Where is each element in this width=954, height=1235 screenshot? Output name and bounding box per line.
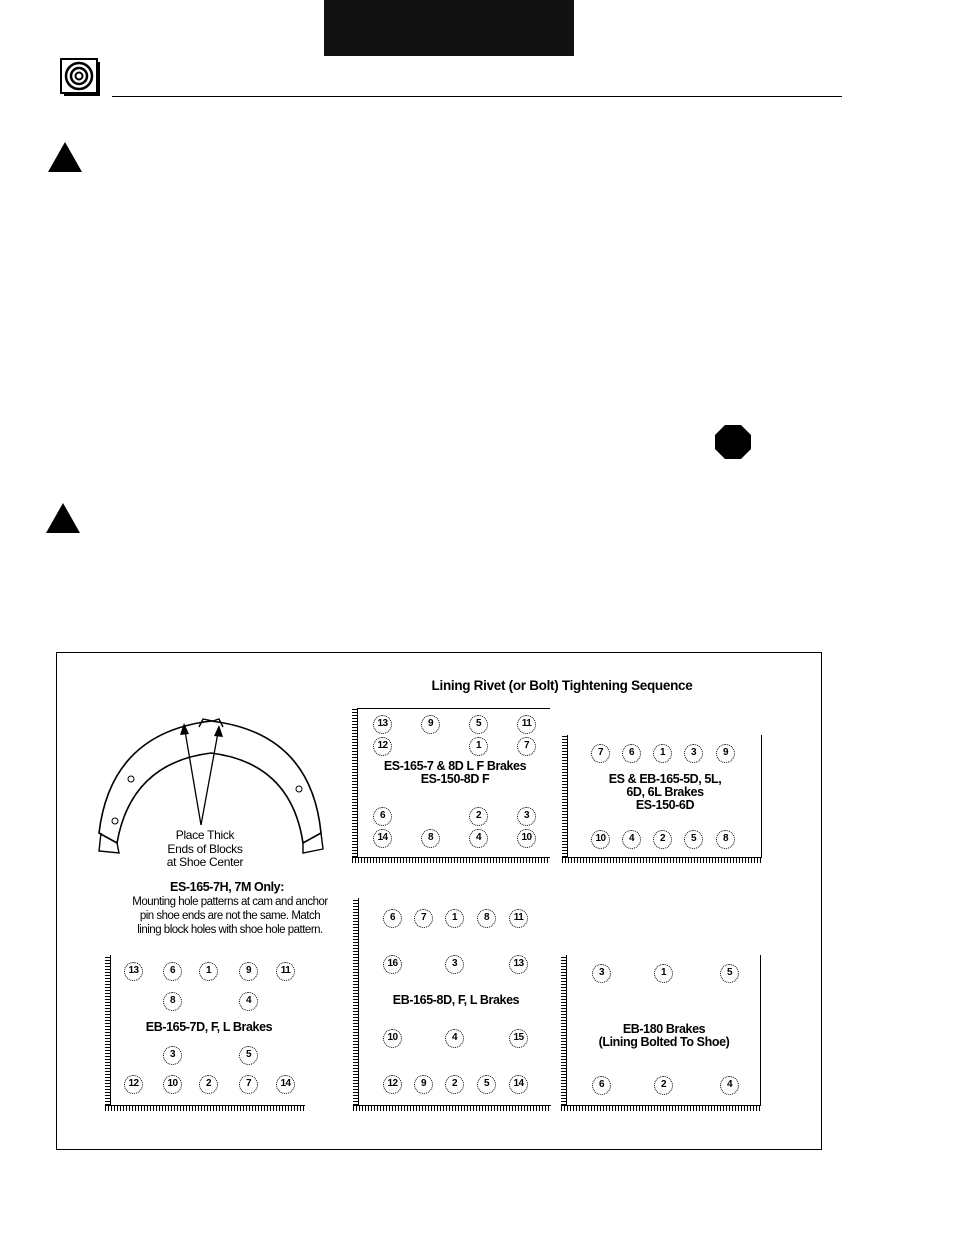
rivet: 8: [477, 909, 496, 928]
rivet: 7: [239, 1075, 258, 1094]
rivet: 4: [469, 829, 488, 848]
rivet: 12: [373, 737, 392, 756]
rivet: 4: [720, 1076, 739, 1095]
rivet: 12: [124, 1075, 143, 1094]
rivet-sequence-figure: [56, 652, 822, 1150]
rivet: 1: [653, 744, 672, 763]
rivet: 2: [653, 830, 672, 849]
rivet: 9: [239, 962, 258, 981]
rivet: 15: [509, 1029, 528, 1048]
panel-label-line: ES-165-7 & 8D L F Brakes: [383, 759, 527, 773]
warning-triangle-icon: [46, 503, 80, 533]
rivet: 8: [421, 829, 440, 848]
rivet: 2: [199, 1075, 218, 1094]
rivet: 6: [592, 1076, 611, 1095]
note-line: Mounting hole patterns at cam and anchor: [132, 896, 328, 908]
rivet: 14: [276, 1075, 295, 1094]
rivet: 9: [421, 715, 440, 734]
hexagon-icon: [714, 424, 752, 460]
rivet: 5: [684, 830, 703, 849]
panel-es165-7-8d: [352, 708, 550, 863]
rivet: 8: [716, 830, 735, 849]
rivet: 4: [239, 992, 258, 1011]
rivet: 7: [414, 909, 433, 928]
shoe-caption-line: at Shoe Center: [166, 855, 244, 869]
panel-eb180: [561, 955, 761, 1111]
rivet: 4: [445, 1029, 464, 1048]
rivet: 3: [517, 807, 536, 826]
rivet: 2: [445, 1075, 464, 1094]
rivet: 9: [716, 744, 735, 763]
panel-label-line: EB-165-7D, F, L Brakes: [145, 1020, 273, 1034]
rivet: 5: [477, 1075, 496, 1094]
panel-label-line: (Lining Bolted To Shoe): [598, 1035, 730, 1049]
panel-label: [361, 994, 551, 1007]
rivet: 11: [509, 909, 528, 928]
rivet: 13: [509, 955, 528, 974]
rivet: 14: [373, 829, 392, 848]
rivet: 10: [591, 830, 610, 849]
note-title: ES-165-7H, 7M Only:: [170, 880, 284, 894]
shoe-caption: [147, 829, 263, 870]
figure-title: Lining Rivet (or Bolt) Tightening Sequence: [431, 678, 693, 693]
rivet: 7: [517, 737, 536, 756]
panel-label-line: 6D, 6L Brakes: [626, 785, 704, 799]
rivet: 13: [124, 962, 143, 981]
rivet: 10: [383, 1029, 402, 1048]
panel-label-line: ES-150-6D: [635, 798, 695, 812]
rivet: 3: [163, 1046, 182, 1065]
shoe-caption-line: Place Thick: [175, 828, 235, 842]
rivet: 2: [654, 1076, 673, 1095]
panel-es-eb165-5d: [562, 735, 762, 863]
rivet: 14: [509, 1075, 528, 1094]
rivet: 9: [414, 1075, 433, 1094]
rivet: 1: [445, 909, 464, 928]
note-line: lining block holes with shoe hole pattern.: [137, 924, 323, 936]
panel-label: [568, 773, 762, 812]
panel-label: [113, 1021, 305, 1034]
header-rule: [112, 96, 842, 97]
rivet: 5: [239, 1046, 258, 1065]
rivet: 11: [517, 715, 536, 734]
rivet: 1: [469, 737, 488, 756]
warning-triangle-icon: [48, 142, 82, 172]
header-bar: [324, 0, 574, 56]
panel-label-line: ES & EB-165-5D, 5L,: [608, 772, 722, 786]
rivet: 10: [163, 1075, 182, 1094]
rivet: 2: [469, 807, 488, 826]
rivet: 7: [591, 744, 610, 763]
panel-eb165-7d: [105, 955, 305, 1111]
rivet: 6: [622, 744, 641, 763]
rivet: 6: [383, 909, 402, 928]
rivet: 6: [163, 962, 182, 981]
rivet: 1: [199, 962, 218, 981]
panel-label: [567, 1023, 761, 1049]
panel-label: [360, 760, 550, 786]
shoe-caption-line: Ends of Blocks: [167, 841, 243, 856]
rivet: 3: [684, 744, 703, 763]
rivet: 10: [517, 829, 536, 848]
note-line: pin shoe ends are not the same. Match: [139, 910, 321, 922]
panel-eb165-8d: [353, 898, 551, 1111]
note-text: [85, 895, 375, 937]
rivet: 8: [163, 992, 182, 1011]
rivet: 12: [383, 1075, 402, 1094]
panel-label-line: EB-165-8D, F, L Brakes: [392, 993, 520, 1007]
rivet: 1: [654, 964, 673, 983]
rivet: 4: [622, 830, 641, 849]
panel-label-line: EB-180 Brakes: [622, 1022, 706, 1036]
rivet: 11: [276, 962, 295, 981]
rivet: 6: [373, 807, 392, 826]
rivet: 16: [383, 955, 402, 974]
rivet: 13: [373, 715, 392, 734]
brake-drum-icon: [60, 58, 102, 98]
rivet: 3: [445, 955, 464, 974]
rivet: 5: [720, 964, 739, 983]
panel-label-line: ES-150-8D F: [420, 772, 490, 786]
rivet: 5: [469, 715, 488, 734]
rivet: 3: [592, 964, 611, 983]
